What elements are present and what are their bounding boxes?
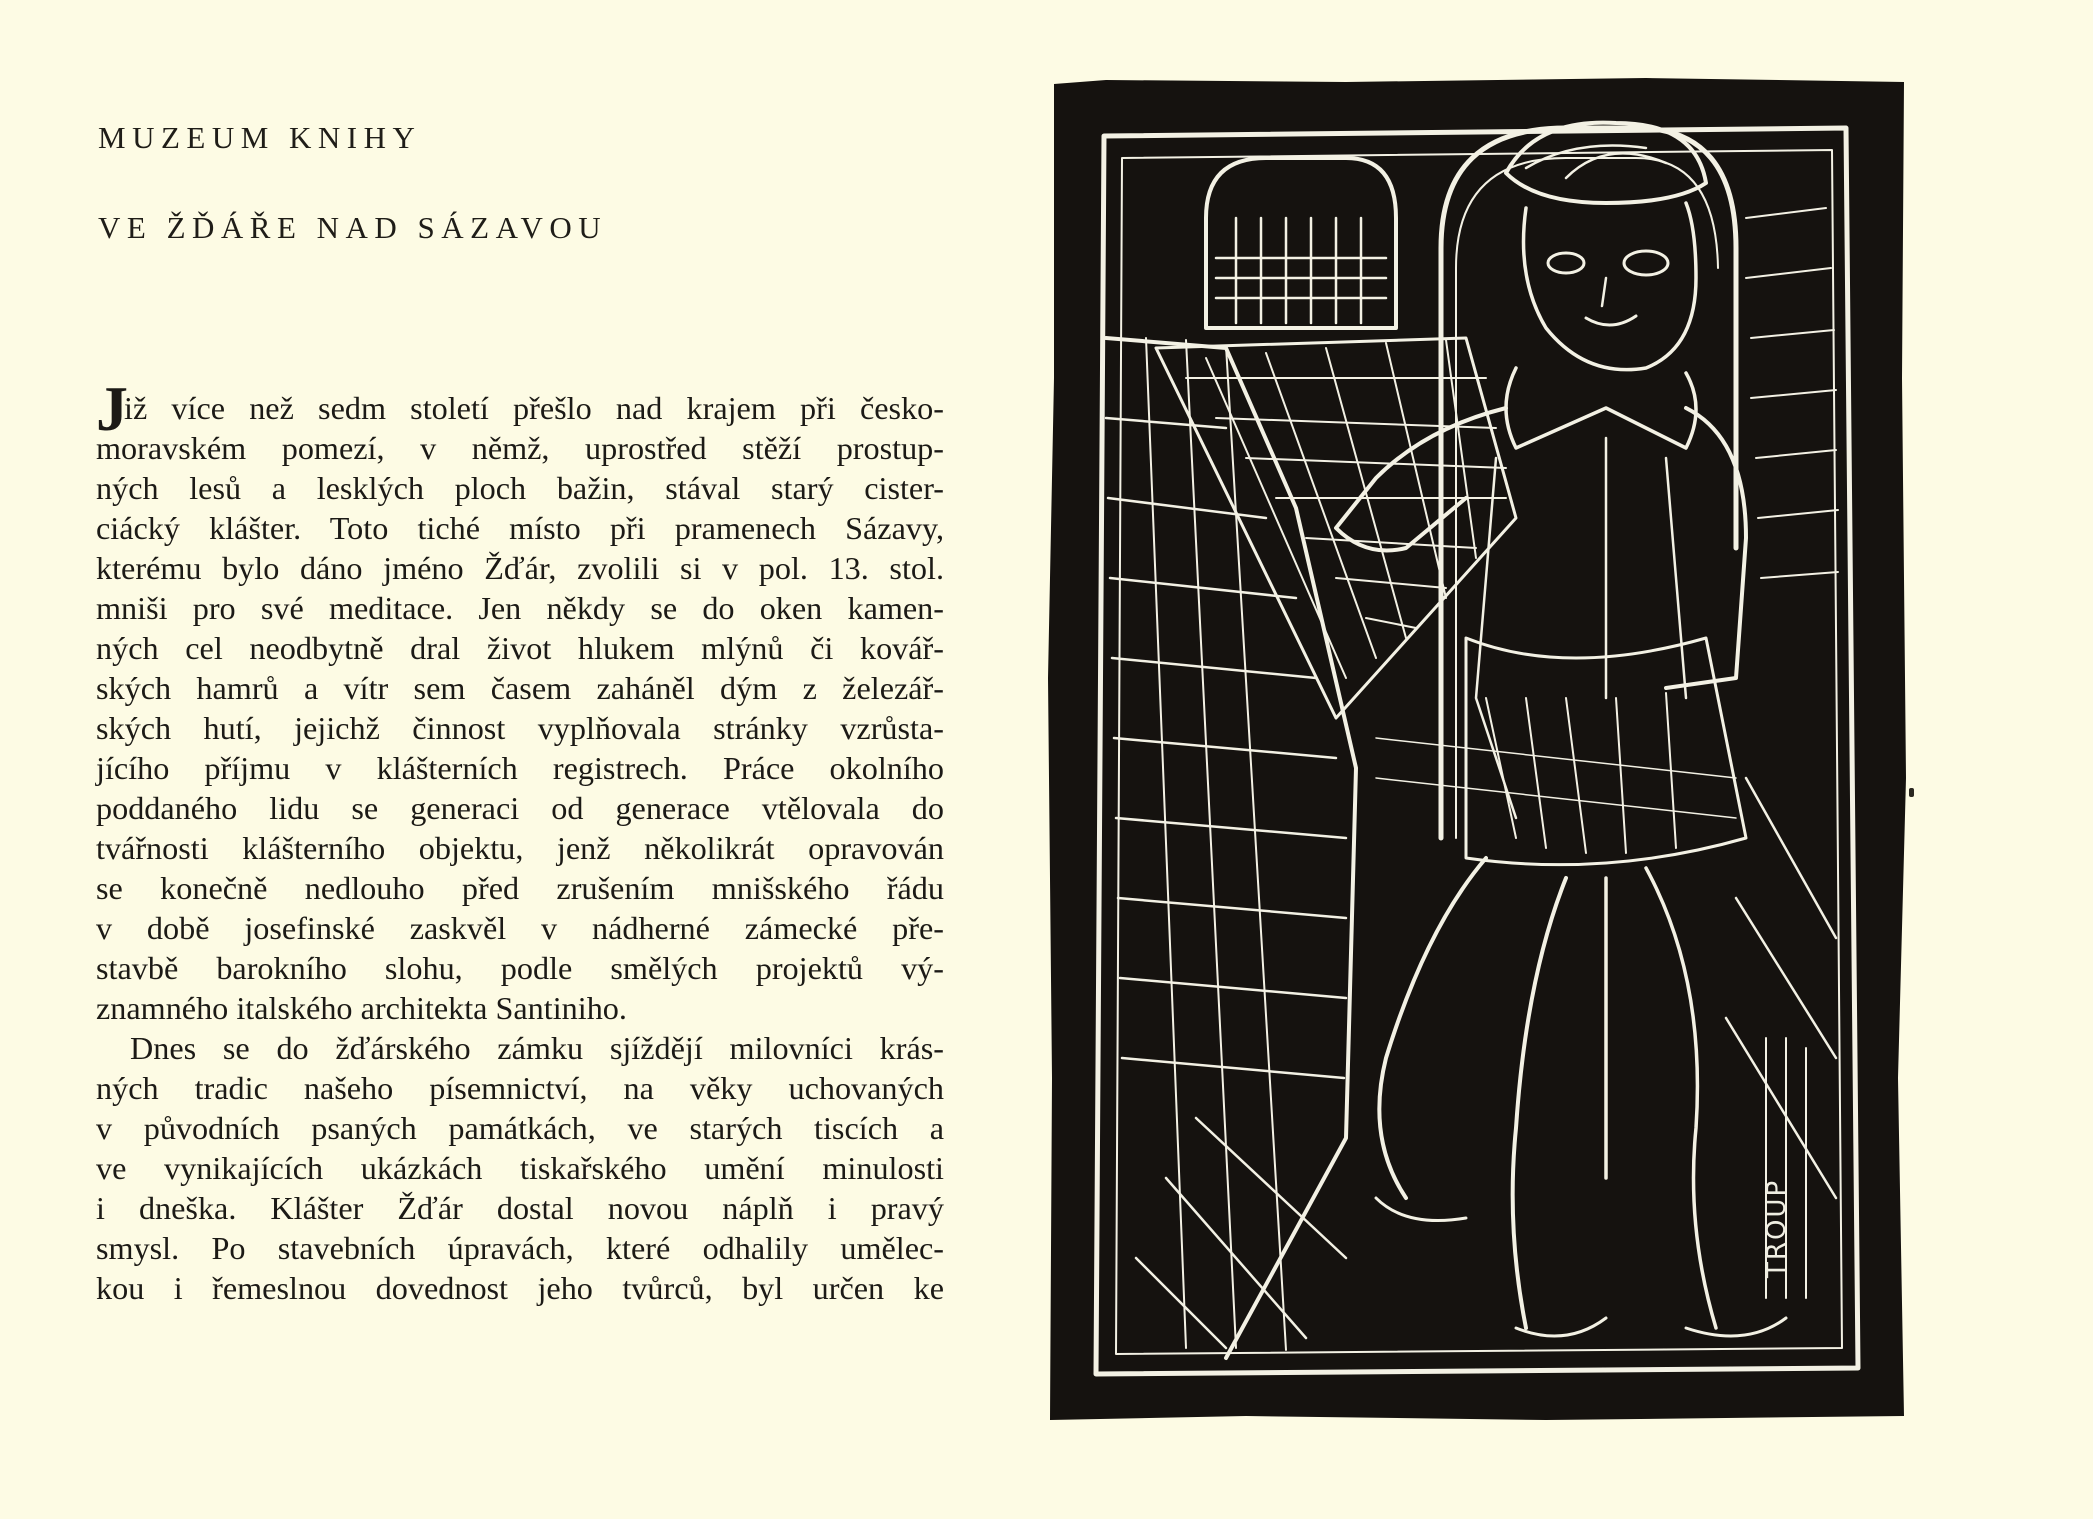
page-heading: [98, 118, 998, 248]
text-line: kterému bylo dáno jméno Žďár, zvolili si v pol. 13. stol.: [96, 550, 944, 586]
heading-title-line: MUZEUM KNIHY: [98, 120, 422, 155]
drop-cap: J: [96, 373, 128, 444]
text-line: ných lesů a lesklých ploch bažin, stával starý cister-: [96, 470, 944, 506]
text-line: ských hutí, jejichž činnost vyplňovala stránky vzrůsta-: [96, 710, 944, 746]
first-line-with-dropcap: [96, 373, 944, 444]
artist-signature: TROUP: [1762, 1178, 1792, 1278]
text-line: stavbě barokního slohu, podle smělých projektů vý-: [96, 950, 944, 986]
text-line: ských hamrů a vítr sem časem zaháněl dým z železář-: [96, 670, 944, 706]
text-line: v původních psaných památkách, ve starých tiscích a: [96, 1110, 944, 1146]
text-line: se konečně nedlouho před zrušením mnišského řádu: [96, 870, 944, 906]
text-line: iž více než sedm století přešlo nad krajem při česko-: [124, 390, 944, 426]
text-line: smysl. Po stavebních úpravách, které odhalily umělec-: [96, 1230, 944, 1266]
text-line: v době josefinské zaskvěl v nádherné zámecké pře-: [96, 910, 944, 946]
text-line: ve vynikajících ukázkách tiskařského umění minulosti: [96, 1150, 944, 1186]
paragraph-2: [96, 1028, 944, 1308]
text-line: ciácký klášter. Toto tiché místo při pramenech Sázavy,: [96, 510, 944, 546]
text-line: ných tradic našeho písemnictví, na věky uchovaných: [96, 1070, 944, 1106]
text-line: ných cel neodbytně dral život hlukem mlýnů či kovář-: [96, 630, 944, 666]
text-line: i dneška. Klášter Žďár dostal novou náplň i pravý: [96, 1190, 944, 1226]
article-text: [96, 373, 944, 1308]
text-line: mniši pro své meditace. Jen někdy se do oken kamen-: [96, 590, 944, 626]
text-line: jícího příjmu v klášterních registrech. Práce okolního: [96, 750, 944, 786]
text-line: poddaného lidu se generaci od generace vtělovala do: [96, 790, 944, 826]
text-line: kou i řemeslnou dovednost jeho tvůrců, byl určen ke: [96, 1270, 944, 1306]
text-line: Dnes se do žďárského zámku sjíždějí milovníci krás-: [130, 1030, 944, 1066]
paragraph-1: [96, 373, 944, 1028]
woodcut-illustration: [1046, 78, 1908, 1422]
text-line: moravském pomezí, v němž, uprostřed stěží prostup-: [96, 430, 944, 466]
text-line: znamného italského architekta Santiniho.: [96, 990, 627, 1026]
heading-subtitle-line: VE ŽĎÁŘE NAD SÁZAVOU: [98, 210, 608, 245]
print-speck: [1909, 788, 1914, 797]
text-line: tvářnosti klášterního objektu, jenž několikrát opravován: [96, 830, 944, 866]
